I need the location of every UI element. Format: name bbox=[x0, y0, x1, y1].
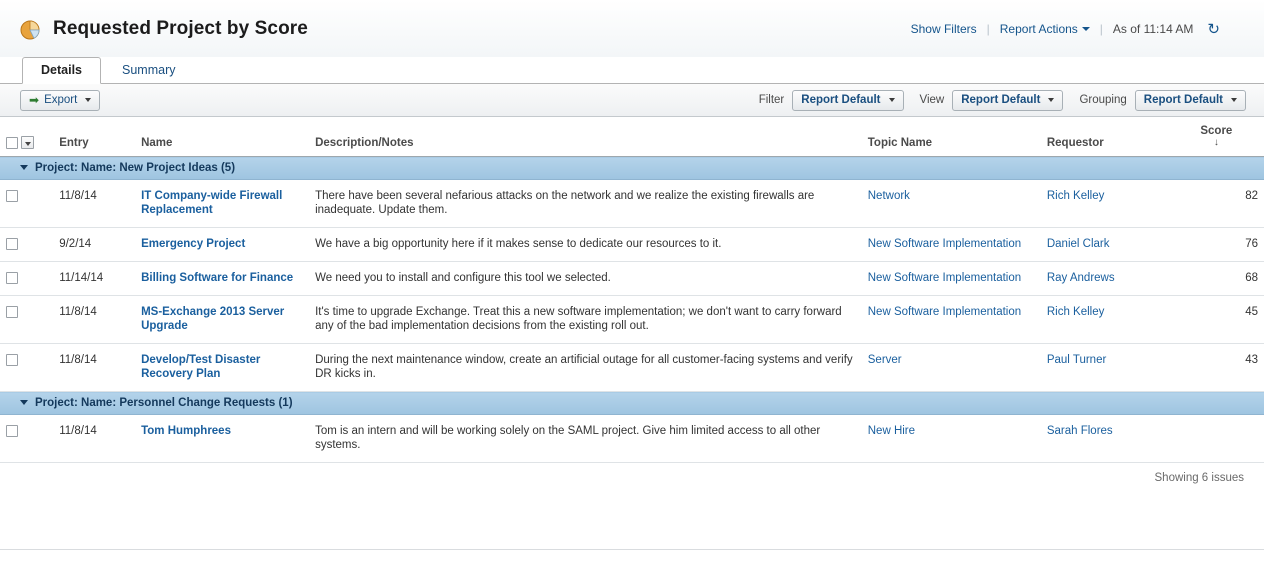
page-title: Requested Project by Score bbox=[53, 17, 308, 39]
row-checkbox[interactable] bbox=[6, 425, 18, 437]
chevron-down-icon bbox=[1231, 98, 1237, 102]
table-footer bbox=[0, 463, 1264, 484]
select-all-header bbox=[0, 117, 53, 157]
cell-description: There have been several nefarious attacks on the network and we realize the existing firewalls are inadequate. Update them. bbox=[309, 180, 862, 228]
export-arrow-icon: ➡ bbox=[29, 93, 40, 107]
report-pie-icon bbox=[18, 17, 42, 41]
cell-entry: 11/8/14 bbox=[53, 415, 135, 463]
header-separator-2: | bbox=[1099, 21, 1103, 36]
cell-requestor bbox=[1041, 296, 1195, 344]
cell-topic bbox=[862, 344, 1041, 392]
cell-topic bbox=[862, 296, 1041, 344]
cell-entry: 9/2/14 bbox=[53, 228, 135, 262]
table-head bbox=[0, 117, 1264, 157]
cell-requestor bbox=[1041, 344, 1195, 392]
cell-description: We have a big opportunity here if it makes sense to dedicate our resources to it. bbox=[309, 228, 862, 262]
cell-score: 82 bbox=[1194, 180, 1264, 228]
group-label: Project: Name: New Project Ideas (5) bbox=[35, 162, 236, 174]
table-header-row bbox=[0, 117, 1264, 157]
requestor-link[interactable]: Rich Kelley bbox=[1046, 190, 1105, 202]
row-select-cell bbox=[0, 228, 53, 262]
requestor-link[interactable]: Daniel Clark bbox=[1046, 238, 1110, 250]
cell-topic bbox=[862, 415, 1041, 463]
row-select-cell bbox=[0, 180, 53, 228]
row-checkbox[interactable] bbox=[6, 354, 18, 366]
topic-link[interactable]: Server bbox=[867, 354, 902, 366]
cell-name bbox=[135, 296, 309, 344]
column-header-entry[interactable]: Entry bbox=[53, 117, 135, 157]
requestor-link[interactable]: Sarah Flores bbox=[1046, 425, 1113, 437]
table-row bbox=[0, 296, 1264, 344]
row-select-cell bbox=[0, 415, 53, 463]
collapse-group-icon[interactable] bbox=[20, 400, 28, 405]
cell-entry: 11/8/14 bbox=[53, 296, 135, 344]
table-row bbox=[0, 228, 1264, 262]
cell-description: We need you to install and configure this tool we selected. bbox=[309, 262, 862, 296]
view-label: View bbox=[919, 94, 945, 106]
group-header-cell bbox=[0, 392, 1264, 415]
column-header-requestor[interactable]: Requestor bbox=[1041, 117, 1195, 157]
page-header-left bbox=[18, 17, 308, 41]
cell-score: 68 bbox=[1194, 262, 1264, 296]
refresh-icon[interactable]: ↻ bbox=[1207, 20, 1220, 38]
cell-entry: 11/8/14 bbox=[53, 180, 135, 228]
table-row bbox=[0, 415, 1264, 463]
footer-divider bbox=[0, 549, 1264, 550]
column-header-name[interactable]: Name bbox=[135, 117, 309, 157]
column-header-topic[interactable]: Topic Name bbox=[862, 117, 1041, 157]
cell-requestor bbox=[1041, 262, 1195, 296]
issue-name-link[interactable]: Tom Humphrees bbox=[141, 425, 231, 437]
cell-requestor bbox=[1041, 228, 1195, 262]
toolbar-selectors bbox=[751, 90, 1246, 111]
grouping-value: Report Default bbox=[1143, 94, 1223, 106]
row-checkbox[interactable] bbox=[6, 272, 18, 284]
cell-score: 76 bbox=[1194, 228, 1264, 262]
filter-value: Report Default bbox=[801, 94, 881, 106]
cell-topic bbox=[862, 180, 1041, 228]
view-value: Report Default bbox=[961, 94, 1041, 106]
header-separator: | bbox=[986, 21, 990, 36]
topic-link[interactable]: New Software Implementation bbox=[867, 306, 1022, 318]
row-select-cell bbox=[0, 344, 53, 392]
topic-link[interactable]: New Software Implementation bbox=[867, 238, 1022, 250]
row-checkbox[interactable] bbox=[6, 306, 18, 318]
report-toolbar bbox=[0, 84, 1264, 117]
cell-entry: 11/8/14 bbox=[53, 344, 135, 392]
show-filters-link[interactable]: Show Filters bbox=[910, 21, 977, 36]
group-header-row[interactable] bbox=[0, 157, 1264, 180]
tab-bar bbox=[0, 58, 1264, 84]
export-button-label: Export bbox=[44, 94, 78, 106]
group-header-cell bbox=[0, 157, 1264, 180]
row-checkbox[interactable] bbox=[6, 238, 18, 250]
cell-name bbox=[135, 180, 309, 228]
cell-score: 43 bbox=[1194, 344, 1264, 392]
cell-description: Tom is an intern and will be working solely on the SAML project. Give him limited access to all other systems. bbox=[309, 415, 862, 463]
filter-label: Filter bbox=[758, 94, 785, 106]
chevron-down-icon bbox=[1048, 98, 1054, 102]
table-row bbox=[0, 262, 1264, 296]
cell-name bbox=[135, 228, 309, 262]
row-select-cell bbox=[0, 262, 53, 296]
row-select-cell bbox=[0, 296, 53, 344]
cell-name bbox=[135, 344, 309, 392]
showing-count-label: Showing 6 issues bbox=[1154, 472, 1244, 484]
cell-description: During the next maintenance window, create an artificial outage for all customer-facing systems and verify DR kicks in. bbox=[309, 344, 862, 392]
cell-description: It's time to upgrade Exchange. Treat this a new software implementation; we don't want to carry forward any of the bad implementation decisions from the existing roll out. bbox=[309, 296, 862, 344]
table-row bbox=[0, 180, 1264, 228]
column-header-score-label: Score bbox=[1200, 125, 1233, 137]
cell-name bbox=[135, 262, 309, 296]
cell-topic bbox=[862, 228, 1041, 262]
grouping-label: Grouping bbox=[1079, 94, 1127, 106]
requestor-link[interactable]: Paul Turner bbox=[1046, 354, 1107, 366]
table-row bbox=[0, 344, 1264, 392]
cell-score: 45 bbox=[1194, 296, 1264, 344]
column-header-description[interactable]: Description/Notes bbox=[309, 117, 862, 157]
requestor-link[interactable]: Rich Kelley bbox=[1046, 306, 1105, 318]
chevron-down-icon bbox=[1082, 27, 1090, 31]
cell-score bbox=[1194, 415, 1264, 463]
export-button[interactable] bbox=[20, 90, 100, 111]
sort-descending-icon: ↓ bbox=[1213, 137, 1219, 148]
filter-select[interactable] bbox=[792, 90, 903, 111]
group-header-row[interactable] bbox=[0, 392, 1264, 415]
cell-requestor bbox=[1041, 415, 1195, 463]
topic-link[interactable]: New Software Implementation bbox=[867, 272, 1022, 284]
cell-topic bbox=[862, 262, 1041, 296]
chevron-down-icon bbox=[85, 98, 91, 102]
chevron-down-icon bbox=[889, 98, 895, 102]
topic-link[interactable]: Network bbox=[867, 190, 910, 202]
report-actions-label: Report Actions bbox=[999, 21, 1078, 36]
row-checkbox[interactable] bbox=[6, 190, 18, 202]
issue-name-link[interactable]: MS-Exchange 2013 Server Upgrade bbox=[141, 306, 285, 332]
page-header bbox=[0, 0, 1264, 58]
requestor-link[interactable]: Ray Andrews bbox=[1046, 272, 1115, 284]
issue-name-link[interactable]: Emergency Project bbox=[141, 238, 246, 250]
issue-name-link[interactable]: Develop/Test Disaster Recovery Plan bbox=[141, 354, 261, 380]
cell-name bbox=[135, 415, 309, 463]
grouping-select[interactable] bbox=[1135, 90, 1246, 111]
column-header-score[interactable] bbox=[1194, 117, 1264, 157]
as-of-time: As of 11:14 AM bbox=[1112, 21, 1194, 36]
issue-name-link[interactable]: IT Company-wide Firewall Replacement bbox=[141, 190, 283, 216]
table-body bbox=[0, 157, 1264, 463]
cell-entry: 11/14/14 bbox=[53, 262, 135, 296]
topic-link[interactable]: New Hire bbox=[867, 425, 916, 437]
report-table bbox=[0, 117, 1264, 463]
page-header-actions bbox=[901, 20, 1246, 38]
tab-details[interactable]: Details bbox=[22, 57, 101, 84]
tab-summary[interactable]: Summary bbox=[122, 63, 176, 77]
report-actions-menu[interactable] bbox=[990, 22, 1100, 36]
group-label: Project: Name: Personnel Change Requests (1) bbox=[35, 397, 293, 409]
select-menu-caret-icon[interactable] bbox=[21, 136, 34, 149]
collapse-group-icon[interactable] bbox=[20, 165, 28, 170]
issue-name-link[interactable]: Billing Software for Finance bbox=[141, 272, 294, 284]
select-all-checkbox[interactable] bbox=[6, 137, 18, 149]
report-table-container bbox=[0, 117, 1264, 484]
cell-requestor bbox=[1041, 180, 1195, 228]
view-select[interactable] bbox=[952, 90, 1063, 111]
